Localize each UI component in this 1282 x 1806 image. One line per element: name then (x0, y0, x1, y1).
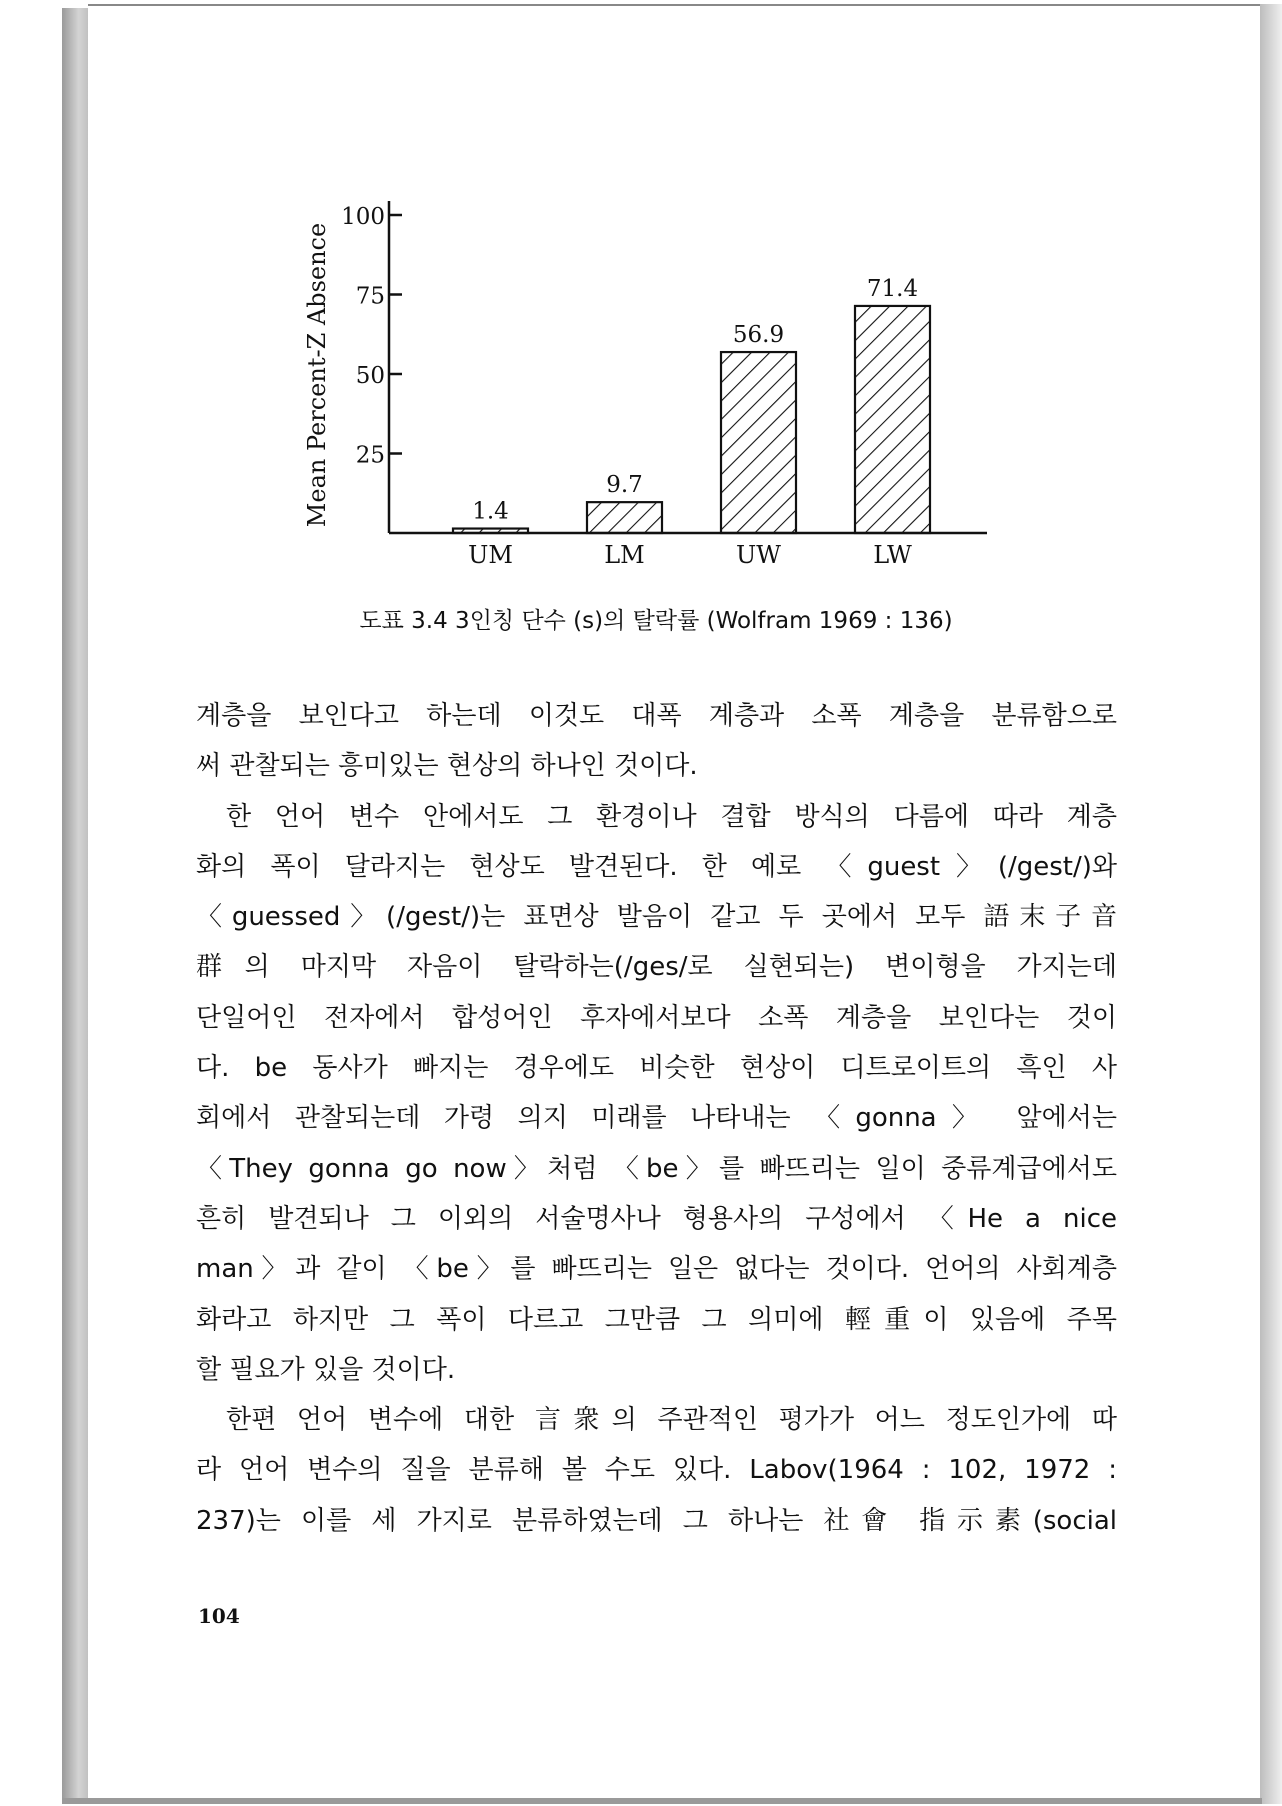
data-label: 71.4 (866, 275, 919, 302)
figure-caption: 도표 3.4 3인칭 단수 (s)의 탈락률 (Wolfram 1969 : 136) (359, 608, 953, 634)
y-axis-label: Mean Percent-Z Absence (303, 222, 331, 528)
text-line: 한편 언어 변수에 대한 言衆의 주관적인 평가가 어느 정도인가에 따 (226, 1405, 1117, 1436)
text-line: 회에서 관찰되는데 가령 의지 미래를 나타내는 〈gonna〉 앞에서는 (196, 1103, 1117, 1134)
text-line: 群의 마지막 자음이 탈락하는(/ges/로 실현되는) 변이형을 가지는데 (196, 952, 1117, 983)
text-line: 〈guessed〉(/gest/)는 표면상 발음이 같고 두 곳에서 모두 語末子音 (196, 902, 1117, 933)
text-line: 237)는 이를 세 가지로 분류하였는데 그 하나는 社會 指示素(social (196, 1505, 1117, 1536)
text-line: 한 언어 변수 안에서도 그 환경이나 결합 방식의 다름에 따라 계층 (226, 801, 1117, 832)
x-tick-label: UM (468, 541, 513, 569)
text-line: 〈They gonna go now〉처럼 〈be〉를 빠뜨리는 일이 중류계급에서도 (196, 1153, 1117, 1184)
bar-lm (587, 502, 662, 533)
text-line: 써 관찰되는 흥미있는 현상의 하나인 것이다. (196, 751, 698, 782)
y-tick-label: 75 (355, 283, 385, 310)
data-label: 1.4 (472, 498, 509, 525)
x-tick-label: LM (604, 541, 645, 569)
bar-uw (721, 352, 796, 533)
data-label: 9.7 (606, 472, 643, 499)
text-line: 할 필요가 있을 것이다. (196, 1354, 456, 1385)
text-line: man〉과 같이 〈be〉를 빠뜨리는 일은 없다는 것이다. 언어의 사회계층 (196, 1254, 1117, 1285)
text-line: 다. be 동사가 빠지는 경우에도 비슷한 현상이 디트로이트의 흑인 사 (196, 1053, 1117, 1084)
bar-chart (0, 0, 1282, 600)
body-text (196, 696, 1117, 1551)
y-tick-label: 25 (355, 442, 385, 469)
y-tick-label: 100 (341, 204, 385, 230)
bar-um (453, 529, 528, 533)
page-number: 104 (198, 1604, 240, 1628)
text-line: 단일어인 전자에서 합성어인 후자에서보다 소폭 계층을 보인다는 것이 (196, 1002, 1117, 1033)
bar-lw (855, 306, 930, 533)
text-line: 흔히 발견되나 그 이외의 서술명사나 형용사의 구성에서 〈He a nice (196, 1203, 1117, 1234)
page-bottom-edge (62, 1798, 1262, 1804)
text-line: 화의 폭이 달라지는 현상도 발견된다. 한 예로 〈guest〉(/gest/)와 (196, 851, 1117, 882)
x-tick-label: LW (873, 541, 912, 569)
text-line: 계층을 보인다고 하는데 이것도 대폭 계층과 소폭 계층을 분류함으로 (196, 701, 1117, 731)
data-label: 56.9 (732, 322, 785, 349)
y-tick-label: 50 (355, 363, 385, 389)
text-line: 화라고 하지만 그 폭이 다르고 그만큼 그 의미에 輕重이 있음에 주목 (196, 1304, 1117, 1335)
text-line: 라 언어 변수의 질을 분류해 볼 수도 있다. Labov(1964 : 102, 1972 : (196, 1455, 1117, 1486)
x-tick-label: UW (736, 541, 781, 569)
